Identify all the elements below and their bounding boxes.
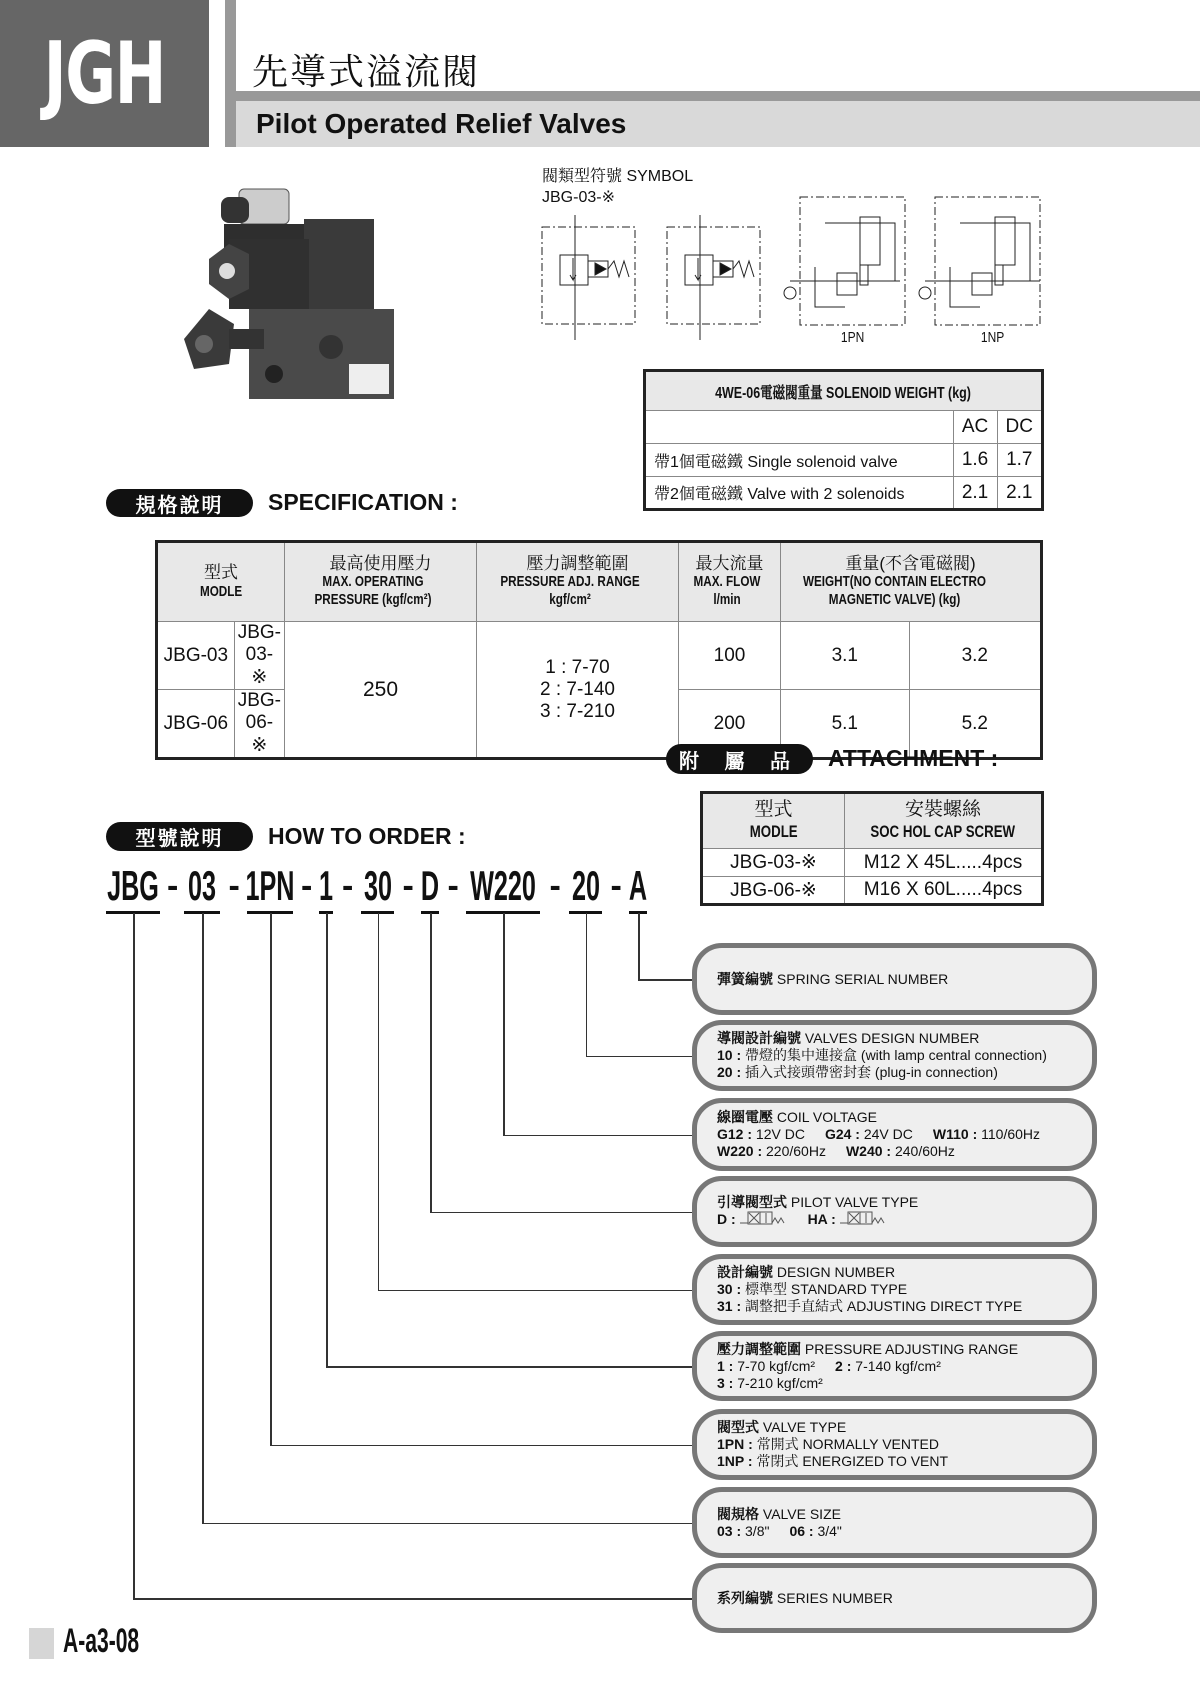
legend-line: 1PN : 常開式 NORMALLY VENTED <box>717 1436 939 1452</box>
order-segment: 1PN <box>247 862 293 912</box>
page-title-en: Pilot Operated Relief Valves <box>256 108 627 139</box>
legend-line: 30 : 標準型 STANDARD TYPE <box>717 1281 908 1297</box>
order-segment: 03 <box>184 862 220 912</box>
order-segment: A <box>629 862 647 912</box>
table-row: JBG-06 JBG-06-※ 200 5.1 5.2 <box>157 690 1042 759</box>
order-segment: W220 <box>466 862 540 912</box>
order-separator: - <box>447 867 459 905</box>
table-row: 帶2個電磁鐵 Valve with 2 solenoids 2.1 2.1 <box>645 477 1043 510</box>
connector-line <box>503 1135 694 1137</box>
order-separator: - <box>342 867 354 905</box>
valve-symbol-icon <box>740 1212 788 1228</box>
connector-line <box>430 913 432 1212</box>
order-legend-box: 閥規格 VALVE SIZE 03 : 3/8" 06 : 3/4" <box>692 1487 1097 1558</box>
order-segment: D <box>421 862 439 912</box>
footer-marker <box>29 1628 54 1659</box>
relief-valve-symbol-1 <box>542 215 635 340</box>
legend-line: 1NP : 常閉式 ENERGIZED TO VENT <box>717 1453 949 1469</box>
spec-label: SPECIFICATION : <box>268 489 458 515</box>
order-label: HOW TO ORDER : <box>268 823 466 849</box>
connector-line <box>378 1290 695 1292</box>
brand-logo: JGH <box>0 0 209 147</box>
legend-line: W220 : 220/60Hz W240 : 240/60Hz <box>717 1143 955 1159</box>
legend-line: D : HA : <box>717 1211 1072 1229</box>
connector-line <box>430 1212 694 1214</box>
table-row: 帶1個電磁鐵 Single solenoid valve 1.6 1.7 <box>645 444 1043 477</box>
connector-line <box>638 979 694 981</box>
order-segment: 30 <box>361 862 394 912</box>
connector-line <box>326 913 328 1366</box>
specification-table: 型式 MODLE 最高使用壓力 MAX. OPERATING PRESSURE (kgf/cm²) 壓力調整範圍 PRESSURE ADJ. RANGE kgf/cm² 最大流量 MAX. FLOW l/min 重量(不含電磁閥) WEIGHT(NO CONTAIN ELECTRO MAGNETIC VALVE) (kg) JBG-03 JBG-03-※ 250 1 : 7-70 2 : 7-140 3 : 7-210 100 3.1 3.2 JBG-06 JBG-06-※ 200 5.1 5.2 <box>155 540 1043 760</box>
connector-line <box>202 1523 694 1525</box>
table-row: JBG-03-※ M12 X 45L.....4pcs <box>702 849 1043 877</box>
order-pill: 型號說明 <box>106 822 253 851</box>
order-segment: 20 <box>569 862 602 912</box>
page-number: A-a3-08 <box>63 1622 140 1660</box>
order-legend-box: 系列編號 SERIES NUMBER <box>692 1563 1097 1633</box>
connector-line <box>586 1056 695 1058</box>
connector-line <box>378 913 380 1290</box>
attachment-table: 型式 MODLE 安裝螺絲 SOC HOL CAP SCREW JBG-03-※ M12 X 45L.....4pcs JBG-06-※ M16 X 60L.....4pcs <box>700 791 1044 906</box>
legend-line: 03 : 3/8" 06 : 3/4" <box>717 1522 842 1539</box>
order-separator: - <box>301 867 313 905</box>
order-separator: - <box>167 867 179 905</box>
symbol-caption-1pn: 1PN <box>840 329 865 346</box>
legend-line: 1 : 7-70 kgf/cm² 2 : 7-140 kgf/cm² <box>717 1357 941 1374</box>
spec-pill: 規格說明 <box>106 489 253 517</box>
connector-line <box>202 913 204 1523</box>
order-separator: - <box>549 867 561 905</box>
connector-line <box>270 913 272 1445</box>
connector-line <box>326 1366 694 1368</box>
legend-line: 3 : 7-210 kgf/cm² <box>717 1374 823 1391</box>
order-legend-box: 引導閥型式 PILOT VALVE TYPE D : HA : <box>692 1176 1097 1247</box>
connector-line <box>503 913 505 1135</box>
1pn-circuit-symbol <box>784 197 905 325</box>
order-legend-box: 線圈電壓 COIL VOLTAGE G12 : 12V DC G24 : 24V DC W110 : 110/60Hz W220 : 220/60Hz W240 : 240/60Hz <box>692 1098 1097 1171</box>
table-row: JBG-06-※ M16 X 60L.....4pcs <box>702 877 1043 905</box>
order-legend-box: 設計編號 DESIGN NUMBER 30 : 標準型 STANDARD TYPE 31 : 調整把手直結式 ADJUSTING DIRECT TYPE <box>692 1254 1097 1325</box>
symbol-heading: 閥類型符號 SYMBOL JBG-03-※ <box>542 168 694 206</box>
legend-line: 10 : 帶燈的集中連接盒 (with lamp central connection) <box>717 1047 1047 1063</box>
order-segment: JBG <box>106 862 160 912</box>
connector-line <box>133 1598 694 1600</box>
attachment-pill: 附 屬 品 <box>666 744 813 774</box>
attachment-label: ATTACHMENT : <box>828 745 999 771</box>
connector-line <box>638 913 640 979</box>
connector-line <box>586 913 588 1056</box>
legend-line: 31 : 調整把手直結式 ADJUSTING DIRECT TYPE <box>717 1298 1023 1314</box>
hydraulic-symbols <box>540 195 1055 350</box>
valve-symbol-icon <box>840 1212 888 1228</box>
order-segment: 1 <box>319 862 333 912</box>
1np-circuit-symbol <box>919 197 1040 325</box>
order-separator: - <box>610 867 622 905</box>
symbol-caption-1np: 1NP <box>980 329 1005 346</box>
order-legend-box: 導閥設計編號 VALVES DESIGN NUMBER 10 : 帶燈的集中連接盒 (with lamp central connection) 20 : 插入式接頭帶密封套 (plug-in connection) <box>692 1020 1097 1091</box>
connector-line <box>133 913 135 1598</box>
solenoid-weight-table: 4WE-06電磁閥重量 SOLENOID WEIGHT (kg) AC DC 帶1個電磁鐵 Single solenoid valve 1.6 1.7 帶2個電磁鐵 Valve with 2 solenoids 2.1 2.1 <box>643 369 1044 511</box>
order-separator: - <box>228 867 240 905</box>
header-divider <box>225 0 236 147</box>
relief-valve-symbol-2 <box>667 215 760 340</box>
legend-line: G12 : 12V DC G24 : 24V DC W110 : 110/60Hz <box>717 1126 1041 1142</box>
order-legend-box: 閥型式 VALVE TYPE 1PN : 常開式 NORMALLY VENTED 1NP : 常閉式 ENERGIZED TO VENT <box>692 1409 1097 1480</box>
page-title-cn: 先導式溢流閥 <box>252 51 481 92</box>
order-legend-box: 壓力調整範圍 PRESSURE ADJUSTING RANGE 1 : 7-70 kgf/cm² 2 : 7-140 kgf/cm² 3 : 7-210 kgf/cm² <box>692 1331 1097 1401</box>
connector-line <box>270 1445 694 1447</box>
order-separator: - <box>402 867 414 905</box>
order-legend-box: 彈簧編號 SPRING SERIAL NUMBER <box>692 943 1097 1015</box>
legend-line: 20 : 插入式接頭帶密封套 (plug-in connection) <box>717 1064 998 1080</box>
table-row: JBG-03 JBG-03-※ 250 1 : 7-70 2 : 7-140 3 : 7-210 100 3.1 3.2 <box>157 622 1042 690</box>
product-photo <box>179 179 399 404</box>
